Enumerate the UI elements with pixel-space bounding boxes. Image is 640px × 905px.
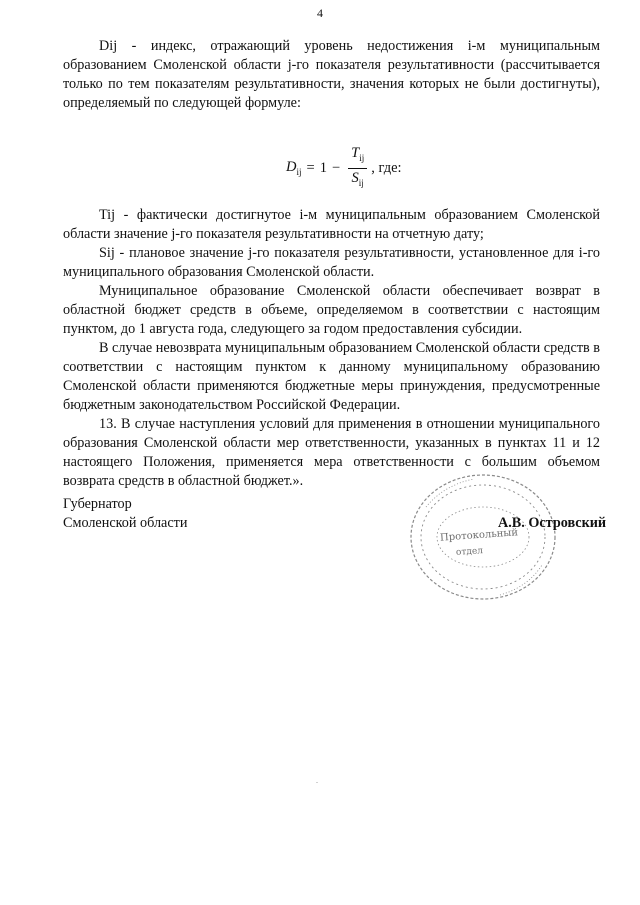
paragraph-non-refund-measures: В случае невозврата муниципальным образованием Смоленской области средств в соответствии с настоящим пунктом к данному муниципальному образованию Смоленской области применяются бюджетные меры принуждения, предусмотренные бюджетным законодательством Российской Федерации. (63, 340, 600, 413)
paragraph-dij-definition: Dij - индекс, отражающий уровень недостижения i-м муниципальным образованием Смоленской области j-го показателя результативности (рассчитывается только по тем показателям результативности, значения которых не были достигнуты), определяемый по следующей формуле: (63, 38, 600, 111)
page-number: 4 (317, 6, 323, 20)
formula (286, 146, 402, 190)
paragraph-clause-13: 13. В случае наступления условий для применения в отношении муниципального образования Смоленской области мер ответственности, указанных в пунктах 11 и 12 настоящего Положения, применяется мера ответственности с большим объемом возврата средств в областной бюджет.». (63, 416, 600, 489)
intro-paragraph-block (63, 37, 600, 113)
formula-lhs: $D_{ij}$ (286, 159, 302, 177)
formula-where: , где: (371, 159, 402, 176)
body-paragraphs (63, 206, 600, 491)
formula-minus: − (331, 159, 341, 176)
paragraph-refund-obligation: Муниципальное образование Смоленской области обеспечивает возврат в областной бюджет средств в объеме, определяемом в соответствии с настоящим пунктом, до 1 августа года, следующего за годом предоставления субсидии. (63, 283, 600, 337)
stamp-text-department: Протокольный (439, 527, 519, 544)
signatory-title-line2: Смоленской области (63, 515, 188, 531)
footer-mark: . (316, 776, 318, 785)
formula-one: 1 (319, 159, 327, 176)
stamp-text-unit: отдел (455, 546, 484, 558)
paragraph-sij-definition: Sij - плановое значение j-го показателя результативности, установленное для i-го муниципального образования Смоленской области. (63, 245, 600, 280)
signatory-title (63, 495, 187, 533)
signatory-title-line1: Губернатор (63, 496, 132, 512)
paragraph-tij-definition: Tij - фактически достигнутое i-м муниципальным образованием Смоленской области значение j-го показателя результативности на отчетную дату; (63, 207, 600, 242)
official-stamp (404, 467, 562, 607)
formula-denominator: $S_{ij}$ (351, 169, 364, 188)
formula-numerator: $T_{ij}$ (348, 145, 367, 169)
formula-fraction (348, 145, 367, 192)
signatory-name: А.В. Островский (498, 515, 607, 531)
formula-equals: = (306, 159, 315, 176)
